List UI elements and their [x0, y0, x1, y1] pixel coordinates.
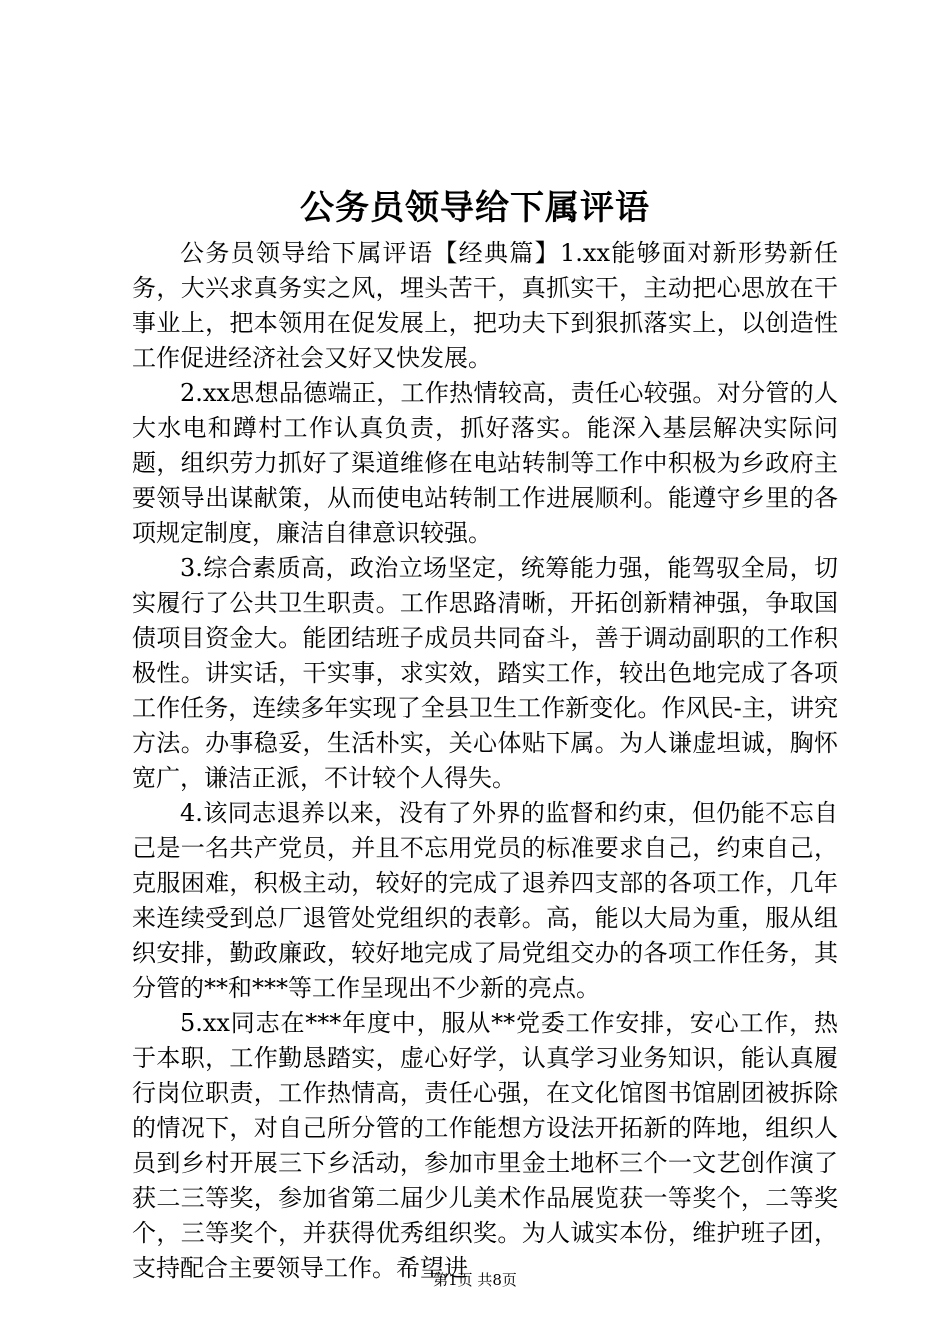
page-footer: 第1页 共8页 — [433, 1271, 517, 1289]
paragraph-3: 3.综合素质高，政治立场坚定，统筹能力强，能驾驭全局，切实履行了公共卫生职责。工作思路清晰，开拓创新精神强，争取国债项目资金大。能团结班子成员共同奋斗，善于调动副职的工作积极性。讲实话，干实事，求实效，踏实工作，较出色地完成了各项工作任务，连续多年实现了全县卫生工作新变化。作风民-主，讲究方法。办事稳妥，生活朴实，关心体贴下属。为人谦虚坦诚，胸怀宽广，谦洁正派，不计较个人得失。 — [132, 554, 838, 792]
paragraph-2: 2.xx思想品德端正，工作热情较高，责任心较强。对分管的人大水电和蹲村工作认真负责，抓好落实。能深入基层解决实际问题，组织劳力抓好了渠道维修在电站转制等工作中积极为乡政府主要领导出谋献策，从而使电站转制工作进展顺利。能遵守乡里的各项规定制度，廉洁自律意识较强。 — [132, 379, 838, 547]
document-title: 公务员领导给下属评语 — [300, 188, 650, 228]
paragraph-1: 公务员领导给下属评语【经典篇】1.xx能够面对新形势新任务，大兴求真务实之风，埋头苦干，真抓实干，主动把心思放在干事业上，把本领用在促发展上，把功夫下到狠抓落实上，以创造性工作促进经济社会又好又快发展。 — [132, 239, 838, 372]
paragraph-5: 5.xx同志在***年度中，服从**党委工作安排，安心工作，热于本职，工作勤恳踏实，虚心好学，认真学习业务知识，能认真履行岗位职责，工作热情高，责任心强，在文化馆图书馆剧团被拆除的情况下，对自己所分管的工作能想方设法开拓新的阵地，组织人员到乡村开展三下乡活动，参加市里金土地杯三个一文艺创作演了获二三等奖，参加省第二届少儿美术作品展览获一等奖个，二等奖个，三等奖个，并获得优秀组织奖。为人诚实本份，维护班子团，支持配合主要领导工作。希望进 — [132, 1009, 838, 1282]
document-body — [132, 236, 838, 1286]
paragraph-4: 4.该同志退养以来，没有了外界的监督和约束，但仍能不忘自己是一名共产党员，并且不忘用党员的标准要求自己，约束自己，克服困难，积极主动，较好的完成了退养四支部的各项工作，几年来连续受到总厂退管处党组织的表彰。高，能以大局为重，服从组织安排，勤政廉政，较好地完成了局党组交办的各项工作任务，其分管的**和***等工作呈现出不少新的亮点。 — [132, 799, 838, 1002]
